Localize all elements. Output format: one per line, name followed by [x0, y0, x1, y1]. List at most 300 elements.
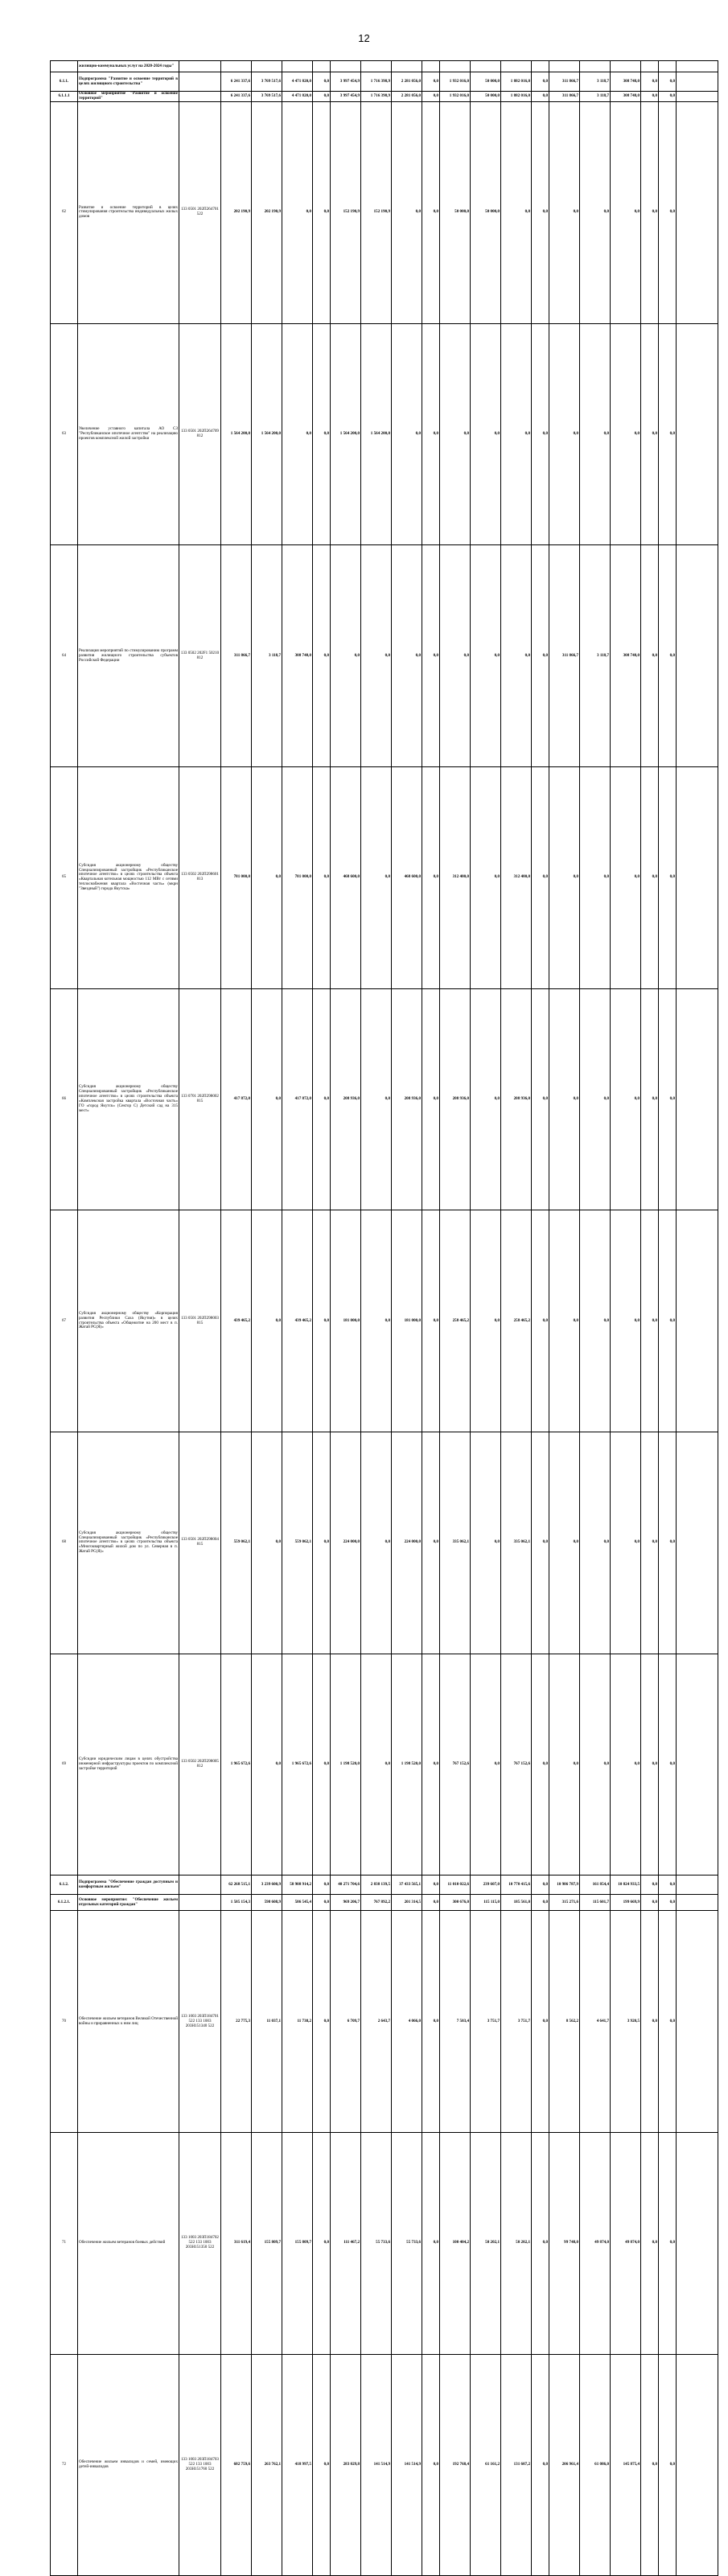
amount-cell: 11 037,1 [252, 1911, 282, 2133]
amount-cell: 0,0 [313, 545, 331, 767]
amount-cell: 0,0 [659, 1895, 677, 1911]
amount-cell: 2 281 056,0 [392, 92, 422, 102]
amount-cell: 308 748,0 [611, 72, 641, 92]
amount-cell: 0,0 [313, 2354, 331, 2576]
budget-code-cell: 133 1003 203П184703 522 133 1003 203Н151760 522 [179, 2354, 221, 2576]
amount-cell: 0,0 [611, 1432, 641, 1654]
event-name-cell: Подпрограмма "Развитие и освоение территорий в целях жилищного строительства" [78, 72, 179, 92]
amount-cell: 0,0 [532, 2354, 549, 2576]
amount-cell: 3 118,7 [580, 545, 611, 767]
amount-cell: 0,0 [422, 1210, 440, 1432]
amount-cell: 0,0 [549, 1432, 580, 1654]
event-name-cell: Субсидия акционерному обществу «Корпорация развития Республики Саха (Якутия)» в целях строительства объекта «Общежитие на 200 мест в п. Жатай РС(Я)» [78, 1210, 179, 1432]
amount-cell: 0,0 [641, 988, 659, 1210]
amount-cell: 0,0 [361, 545, 392, 767]
amount-cell: 0,0 [313, 1876, 331, 1895]
amount-cell: 1 585 154,3 [221, 1895, 252, 1911]
table-row [51, 1911, 718, 2133]
table-row [51, 1432, 718, 1654]
amount-cell: 0,0 [580, 323, 611, 545]
amount-cell: 181 000,0 [392, 1210, 422, 1432]
amount-cell: 0,0 [532, 323, 549, 545]
amount-cell: 0,0 [422, 323, 440, 545]
amount-cell: 0,0 [549, 988, 580, 1210]
amount-cell [282, 61, 313, 72]
amount-cell: 40 271 704,6 [331, 1876, 361, 1895]
amount-cell: 0,0 [659, 766, 677, 988]
table-row [51, 61, 718, 72]
table-row [51, 323, 718, 545]
event-name-cell: Подпрограмма "Обеспечение граждан доступным и комфортным жильем" [78, 1876, 179, 1895]
row-number-cell: 72 [51, 2354, 78, 2576]
amount-cell: 0,0 [659, 2132, 677, 2354]
amount-cell: 439 465,2 [282, 1210, 313, 1432]
amount-cell: 0,0 [361, 988, 392, 1210]
amount-cell: 199 669,9 [611, 1895, 641, 1911]
amount-cell: 0,0 [659, 72, 677, 92]
amount-cell: 0,0 [501, 545, 532, 767]
amount-cell: 258 465,2 [440, 1210, 471, 1432]
amount-cell: 0,0 [422, 92, 440, 102]
amount-cell: 0,0 [422, 1911, 440, 2133]
amount-cell: 0,0 [313, 1654, 331, 1876]
amount-cell: 141 514,9 [361, 2354, 392, 2576]
amount-cell: 0,0 [641, 1876, 659, 1895]
amount-cell: 202 190,9 [221, 102, 252, 324]
amount-cell: 0,0 [361, 766, 392, 988]
amount-cell [611, 61, 641, 72]
amount-cell: 0,0 [331, 545, 361, 767]
amount-cell: 3 239 600,9 [252, 1876, 282, 1895]
amount-cell: 311 866,7 [221, 545, 252, 767]
amount-cell: 55 733,6 [392, 2132, 422, 2354]
table-row [51, 2354, 718, 2576]
budget-code-cell: 133 1003 203П184701 522 133 1003 203Н151340 522 [179, 1911, 221, 2133]
amount-cell: 0,0 [641, 323, 659, 545]
amount-cell: 224 000,0 [331, 1432, 361, 1654]
amount-cell: 161 854,4 [580, 1876, 611, 1895]
amount-cell: 0,0 [532, 545, 549, 767]
amount-cell: 0,0 [422, 1432, 440, 1654]
amount-cell: 586 545,4 [282, 1895, 313, 1911]
amount-cell: 0,0 [471, 545, 501, 767]
amount-cell: 0,0 [422, 102, 440, 324]
amount-cell: 0,0 [532, 988, 549, 1210]
amount-cell: 2 838 139,5 [361, 1876, 392, 1895]
amount-cell: 0,0 [659, 102, 677, 324]
amount-cell: 0,0 [532, 1210, 549, 1432]
amount-cell: 682 759,6 [221, 2354, 252, 2576]
amount-cell: 315 271,6 [549, 1895, 580, 1911]
event-name-cell: Основное мероприятие: "Обеспечение жильем отдельных категорий граждан" [78, 1895, 179, 1911]
amount-cell: 4 066,0 [392, 1911, 422, 2133]
event-name-cell: Субсидия акционерному обществу Специализированный застройщик «Республиканское ипотечное агентство» в целях строительства объекта «Комплексная застройка квартала «Восточная часть» ГО «город Якутск» (Сектор С) Детский сад на 315 мест» [78, 988, 179, 1210]
amount-cell: 1 564 200,0 [252, 323, 282, 545]
amount-cell: 0,0 [659, 323, 677, 545]
amount-cell: 0,0 [252, 1210, 282, 1432]
row-number-cell: 71 [51, 2132, 78, 2354]
amount-cell: 0,0 [659, 1654, 677, 1876]
amount-cell: 0,0 [641, 102, 659, 324]
amount-cell: 767 892,2 [361, 1895, 392, 1911]
amount-cell: 0,0 [532, 1911, 549, 2133]
amount-cell [677, 1432, 718, 1654]
event-name-cell: Обеспечение жильем инвалидов и семей, имеющих детей-инвалидов [78, 2354, 179, 2576]
amount-cell: 0,0 [422, 1876, 440, 1895]
amount-cell: 0,0 [659, 988, 677, 1210]
budget-code-cell [179, 61, 221, 72]
amount-cell: 767 152,6 [501, 1654, 532, 1876]
budget-code-cell: 133 0502 202F1 50210 812 [179, 545, 221, 767]
budget-table [50, 60, 718, 2576]
amount-cell: 185 561,0 [501, 1895, 532, 1911]
amount-cell: 0,0 [252, 766, 282, 988]
table-row [51, 1210, 718, 1432]
amount-cell: 0,0 [580, 1210, 611, 1432]
amount-cell [677, 92, 718, 102]
amount-cell [313, 61, 331, 72]
amount-cell: 300 676,0 [440, 1895, 471, 1911]
amount-cell: 3 118,7 [252, 545, 282, 767]
amount-cell [641, 61, 659, 72]
amount-cell: 0,0 [659, 2354, 677, 2576]
budget-code-cell: 133 0501 202П298004 815 [179, 1432, 221, 1654]
amount-cell: 0,0 [641, 72, 659, 92]
amount-cell: 0,0 [549, 323, 580, 545]
amount-cell: 3 751,7 [501, 1911, 532, 2133]
amount-cell: 308 748,0 [611, 92, 641, 102]
amount-cell: 0,0 [641, 1911, 659, 2133]
amount-cell: 0,0 [659, 1432, 677, 1654]
amount-cell [677, 61, 718, 72]
amount-cell [532, 61, 549, 72]
event-name-cell: жилищно-коммунальных услуг на 2020-2024 годы" [78, 61, 179, 72]
amount-cell: 0,0 [313, 1210, 331, 1432]
amount-cell: 0,0 [611, 1654, 641, 1876]
budget-code-cell [179, 1895, 221, 1911]
row-number-cell: 65 [51, 766, 78, 988]
amount-cell: 0,0 [659, 1876, 677, 1895]
amount-cell: 1 932 016,0 [440, 92, 471, 102]
amount-cell: 11 010 022,6 [440, 1876, 471, 1895]
amount-cell: 0,0 [532, 92, 549, 102]
amount-cell: 152 190,9 [331, 102, 361, 324]
amount-cell: 50 202,1 [471, 2132, 501, 2354]
amount-cell [677, 545, 718, 767]
amount-cell: 283 029,8 [331, 2354, 361, 2576]
amount-cell: 99 748,0 [549, 2132, 580, 2354]
table-row [51, 72, 718, 92]
amount-cell: 0,0 [549, 766, 580, 988]
amount-cell: 61 161,2 [471, 2354, 501, 2576]
amount-cell: 3 751,7 [471, 1911, 501, 2133]
amount-cell: 131 607,2 [501, 2354, 532, 2576]
amount-cell [252, 61, 282, 72]
table-row [51, 766, 718, 988]
amount-cell: 11 738,2 [282, 1911, 313, 2133]
amount-cell: 8 562,2 [549, 1911, 580, 2133]
amount-cell [392, 61, 422, 72]
amount-cell: 0,0 [471, 323, 501, 545]
amount-cell: 0,0 [501, 102, 532, 324]
row-number-cell: 68 [51, 1432, 78, 1654]
amount-cell [501, 61, 532, 72]
event-name-cell: Обеспечение жильем ветеранов боевых действий [78, 2132, 179, 2354]
amount-cell: 2 643,7 [361, 1911, 392, 2133]
budget-code-cell: 133 1003 203П184702 522 133 1003 203Н151350 522 [179, 2132, 221, 2354]
amount-cell: 1 932 016,0 [440, 72, 471, 92]
amount-cell: 0,0 [611, 323, 641, 545]
amount-cell [677, 1210, 718, 1432]
amount-cell: 0,0 [252, 1432, 282, 1654]
amount-cell: 559 062,1 [282, 1432, 313, 1654]
amount-cell: 0,0 [313, 1432, 331, 1654]
amount-cell: 6 709,7 [331, 1911, 361, 2133]
amount-cell: 0,0 [641, 545, 659, 767]
amount-cell: 0,0 [422, 766, 440, 988]
amount-cell: 49 874,0 [611, 2132, 641, 2354]
amount-cell: 0,0 [611, 988, 641, 1210]
amount-cell: 100 404,2 [440, 2132, 471, 2354]
amount-cell: 0,0 [422, 2354, 440, 2576]
amount-cell: 0,0 [580, 102, 611, 324]
amount-cell: 0,0 [659, 1210, 677, 1432]
amount-cell: 3 920,5 [611, 1911, 641, 2133]
amount-cell [677, 1895, 718, 1911]
amount-cell: 0,0 [532, 766, 549, 988]
event-name-cell: Субсидии юридическим лицам в целях обустройства инженерной инфраструктуры проектов по комплексной застройке территорий [78, 1654, 179, 1876]
amount-cell: 208 936,0 [331, 988, 361, 1210]
amount-cell: 0,0 [392, 545, 422, 767]
event-name-cell: Увеличение уставного капитала АО СЗ "Республиканское ипотечное агентство" на реализацию проектов комплексной жилой застройки [78, 323, 179, 545]
amount-cell [471, 61, 501, 72]
amount-cell: 3 118,7 [580, 72, 611, 92]
amount-cell: 4 471 820,0 [282, 72, 313, 92]
amount-cell: 141 514,9 [392, 2354, 422, 2576]
amount-cell: 468 600,0 [392, 766, 422, 988]
amount-cell: 0,0 [313, 72, 331, 92]
amount-cell: 1 882 016,0 [501, 72, 532, 92]
amount-cell: 61 086,0 [580, 2354, 611, 2576]
amount-cell [677, 72, 718, 92]
amount-cell: 969 206,7 [331, 1895, 361, 1911]
amount-cell: 1 564 200,0 [361, 323, 392, 545]
amount-cell: 335 062,1 [501, 1432, 532, 1654]
amount-cell: 115 601,7 [580, 1895, 611, 1911]
amount-cell: 224 000,0 [392, 1432, 422, 1654]
row-number-cell: 69 [51, 1654, 78, 1876]
amount-cell: 192 768,4 [440, 2354, 471, 2576]
amount-cell: 1 198 520,0 [331, 1654, 361, 1876]
amount-cell: 2 281 056,0 [392, 72, 422, 92]
row-number-cell [51, 61, 78, 72]
amount-cell: 208 936,0 [440, 988, 471, 1210]
amount-cell: 0,0 [532, 1654, 549, 1876]
row-number-cell: 6.1.1. [51, 72, 78, 92]
amount-cell [677, 323, 718, 545]
amount-cell: 50 000,0 [440, 102, 471, 324]
amount-cell: 0,0 [549, 1210, 580, 1432]
row-number-cell: 6.1.2.1. [51, 1895, 78, 1911]
table-row [51, 102, 718, 324]
table-row [51, 545, 718, 767]
amount-cell: 0,0 [641, 1895, 659, 1911]
page-number: 12 [358, 32, 370, 44]
amount-cell: 311 866,7 [549, 72, 580, 92]
amount-cell: 0,0 [313, 2132, 331, 2354]
amount-cell: 0,0 [641, 1210, 659, 1432]
amount-cell: 335 062,1 [440, 1432, 471, 1654]
amount-cell: 1 965 672,6 [282, 1654, 313, 1876]
amount-cell: 49 874,0 [580, 2132, 611, 2354]
row-number-cell: 70 [51, 1911, 78, 2133]
amount-cell: 155 809,7 [282, 2132, 313, 2354]
amount-cell: 418 997,5 [282, 2354, 313, 2576]
amount-cell [677, 2354, 718, 2576]
amount-cell: 312 400,0 [440, 766, 471, 988]
row-number-cell: 64 [51, 545, 78, 767]
table-row [51, 1876, 718, 1895]
amount-cell: 0,0 [611, 766, 641, 988]
amount-cell: 152 190,9 [361, 102, 392, 324]
amount-cell: 0,0 [422, 1654, 440, 1876]
amount-cell [677, 1911, 718, 2133]
amount-cell: 50 202,1 [501, 2132, 532, 2354]
amount-cell [677, 2132, 718, 2354]
amount-cell: 0,0 [611, 1210, 641, 1432]
budget-code-cell: 133 0502 202П298601 813 [179, 766, 221, 988]
row-number-cell: 6.1.2. [51, 1876, 78, 1895]
amount-cell: 201 314,5 [392, 1895, 422, 1911]
amount-cell [677, 766, 718, 988]
row-number-cell: 6.1.1.1 [51, 92, 78, 102]
budget-code-cell [179, 72, 221, 92]
amount-cell: 0,0 [641, 92, 659, 102]
amount-cell: 0,0 [422, 72, 440, 92]
budget-code-cell: 133 0502 202П298005 812 [179, 1654, 221, 1876]
amount-cell: 0,0 [313, 92, 331, 102]
amount-cell: 0,0 [471, 1654, 501, 1876]
amount-cell: 0,0 [361, 1654, 392, 1876]
amount-cell: 468 600,0 [331, 766, 361, 988]
amount-cell: 0,0 [641, 2354, 659, 2576]
budget-code-cell: 133 0501 202П264709 812 [179, 323, 221, 545]
amount-cell: 10 770 415,6 [501, 1876, 532, 1895]
table-row [51, 1895, 718, 1911]
amount-cell: 0,0 [641, 766, 659, 988]
amount-cell [580, 61, 611, 72]
amount-cell: 111 467,2 [331, 2132, 361, 2354]
table-row [51, 988, 718, 1210]
row-number-cell: 67 [51, 1210, 78, 1432]
amount-cell: 0,0 [641, 2132, 659, 2354]
amount-cell: 0,0 [422, 2132, 440, 2354]
amount-cell: 155 809,7 [252, 2132, 282, 2354]
amount-cell: 0,0 [532, 2132, 549, 2354]
amount-cell: 0,0 [580, 988, 611, 1210]
amount-cell: 0,0 [252, 1654, 282, 1876]
amount-cell: 0,0 [580, 766, 611, 988]
amount-cell: 0,0 [532, 1895, 549, 1911]
amount-cell: 0,0 [313, 1895, 331, 1911]
amount-cell: 0,0 [532, 102, 549, 324]
amount-cell: 3 997 454,9 [331, 92, 361, 102]
table-row [51, 92, 718, 102]
amount-cell: 1 564 200,0 [221, 323, 252, 545]
amount-cell: 0,0 [422, 545, 440, 767]
event-name-cell: Субсидия акционерному обществу Специализированный застройщик «Республиканское ипотечное агентство» в целях строительства объекта «Многоквартирный жилой дом по ул. Северная в п. Жатай РС(Я)» [78, 1432, 179, 1654]
amount-cell: 0,0 [471, 1210, 501, 1432]
amount-cell: 0,0 [580, 1432, 611, 1654]
amount-cell: 0,0 [659, 1911, 677, 2133]
amount-cell: 6 241 337,6 [221, 92, 252, 102]
amount-cell: 3 769 517,6 [252, 92, 282, 102]
amount-cell: 0,0 [422, 1895, 440, 1911]
amount-cell: 50 000,0 [471, 102, 501, 324]
amount-cell: 208 936,0 [392, 988, 422, 1210]
amount-cell: 1 716 398,9 [361, 72, 392, 92]
row-number-cell: 62 [51, 102, 78, 324]
amount-cell: 1 198 520,0 [392, 1654, 422, 1876]
amount-cell: 0,0 [392, 102, 422, 324]
amount-cell [361, 61, 392, 72]
amount-cell: 7 503,4 [440, 1911, 471, 2133]
amount-cell: 1 965 672,6 [221, 1654, 252, 1876]
amount-cell: 0,0 [313, 102, 331, 324]
amount-cell: 4 641,7 [580, 1911, 611, 2133]
amount-cell: 0,0 [252, 988, 282, 1210]
amount-cell [422, 61, 440, 72]
amount-cell: 781 000,0 [221, 766, 252, 988]
amount-cell: 308 748,0 [282, 545, 313, 767]
amount-cell: 239 607,0 [471, 1876, 501, 1895]
amount-cell: 37 433 565,1 [392, 1876, 422, 1895]
amount-cell: 0,0 [532, 1876, 549, 1895]
amount-cell: 0,0 [440, 545, 471, 767]
event-name-cell: Основное мероприятие "Развитие и освоение территорий" [79, 91, 178, 101]
amount-cell: 311 619,4 [221, 2132, 252, 2354]
amount-cell: 0,0 [659, 545, 677, 767]
amount-cell: 0,0 [282, 323, 313, 545]
budget-code-cell [179, 92, 221, 102]
amount-cell: 0,0 [471, 1432, 501, 1654]
amount-cell: 10 986 787,9 [549, 1876, 580, 1895]
amount-cell: 781 000,0 [282, 766, 313, 988]
amount-cell: 417 872,0 [221, 988, 252, 1210]
amount-cell: 58 908 914,2 [282, 1876, 313, 1895]
amount-cell [221, 61, 252, 72]
amount-cell: 1 564 200,0 [331, 323, 361, 545]
event-name-cell: Обеспечение жильем ветеранов Великой Отечественной войны и приравненных к ним лиц [78, 1911, 179, 2133]
event-name-cell: Развитие и освоение территорий в целях стимулирования строительства индивидуальных жилых домов [78, 102, 179, 324]
amount-cell: 206 961,4 [549, 2354, 580, 2576]
amount-cell: 559 062,1 [221, 1432, 252, 1654]
amount-cell: 0,0 [532, 72, 549, 92]
amount-cell: 258 465,2 [501, 1210, 532, 1432]
amount-cell: 0,0 [611, 102, 641, 324]
amount-cell: 0,0 [641, 1432, 659, 1654]
amount-cell: 55 733,6 [361, 2132, 392, 2354]
amount-cell: 208 936,0 [501, 988, 532, 1210]
budget-code-cell [179, 1876, 221, 1895]
amount-cell: 145 875,4 [611, 2354, 641, 2576]
amount-cell: 0,0 [501, 323, 532, 545]
amount-cell: 3 769 517,6 [252, 72, 282, 92]
amount-cell: 308 748,0 [611, 545, 641, 767]
amount-cell: 4 471 820,0 [282, 92, 313, 102]
row-number-cell: 63 [51, 323, 78, 545]
amount-cell: 0,0 [282, 102, 313, 324]
